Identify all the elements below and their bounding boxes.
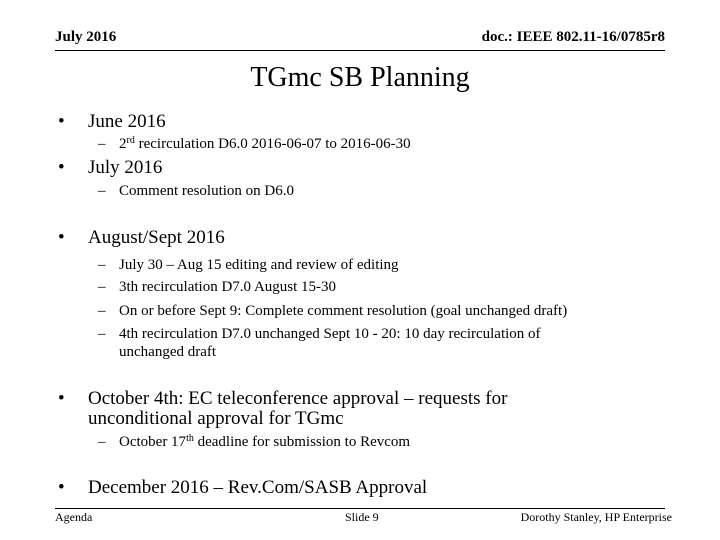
footer-author: Dorothy Stanley, HP Enterprise <box>520 510 672 524</box>
footer-agenda: Agenda <box>55 510 93 524</box>
bullet-dot-icon: • <box>58 227 65 248</box>
bullet-text: December 2016 – Rev.Com/SASB Approval <box>88 477 428 498</box>
sub-bullet-text: 2rd recirculation D6.0 2016-06-07 to 2016-06-30 <box>119 135 411 152</box>
dash-icon: – <box>98 434 106 450</box>
dash-icon: – <box>98 183 106 199</box>
dash-icon: – <box>98 136 106 152</box>
bullet-text: October 4th: EC teleconference approval – requests for <box>88 388 508 409</box>
slide-title: TGmc SB Planning <box>250 62 470 93</box>
header-rule <box>55 50 665 51</box>
sub-bullet-text: 4th recirculation D7.0 unchanged Sept 10 - 20: 10 day recirculation of <box>119 326 541 342</box>
sub-bullet-text: unchanged draft <box>119 344 217 360</box>
header-date: July 2016 <box>55 29 117 45</box>
bullet-dot-icon: • <box>58 111 65 132</box>
sub-bullet-text: July 30 – Aug 15 editing and review of editing <box>119 257 399 273</box>
dash-icon: – <box>98 303 106 319</box>
bullet-text: June 2016 <box>88 111 166 132</box>
dash-icon: – <box>98 257 106 273</box>
bullet-text: August/Sept 2016 <box>88 227 225 248</box>
bullet-text: July 2016 <box>88 157 163 178</box>
header-doc-id: doc.: IEEE 802.11-16/0785r8 <box>481 29 665 45</box>
bullet-dot-icon: • <box>58 157 65 178</box>
sub-bullet-text: Comment resolution on D6.0 <box>119 183 294 199</box>
sub-bullet-text: October 17th deadline for submission to Revcom <box>119 433 411 450</box>
bullet-text: unconditional approval for TGmc <box>88 408 344 429</box>
dash-icon: – <box>98 326 106 342</box>
dash-icon: – <box>98 279 106 295</box>
bullet-dot-icon: • <box>58 388 65 409</box>
footer-rule <box>55 508 665 509</box>
bullet-dot-icon: • <box>58 477 65 498</box>
sub-bullet-text: 3th recirculation D7.0 August 15-30 <box>119 279 337 295</box>
sub-bullet-text: On or before Sept 9: Complete comment resolution (goal unchanged draft) <box>119 303 568 319</box>
footer-slide-number: Slide 9 <box>345 510 379 524</box>
